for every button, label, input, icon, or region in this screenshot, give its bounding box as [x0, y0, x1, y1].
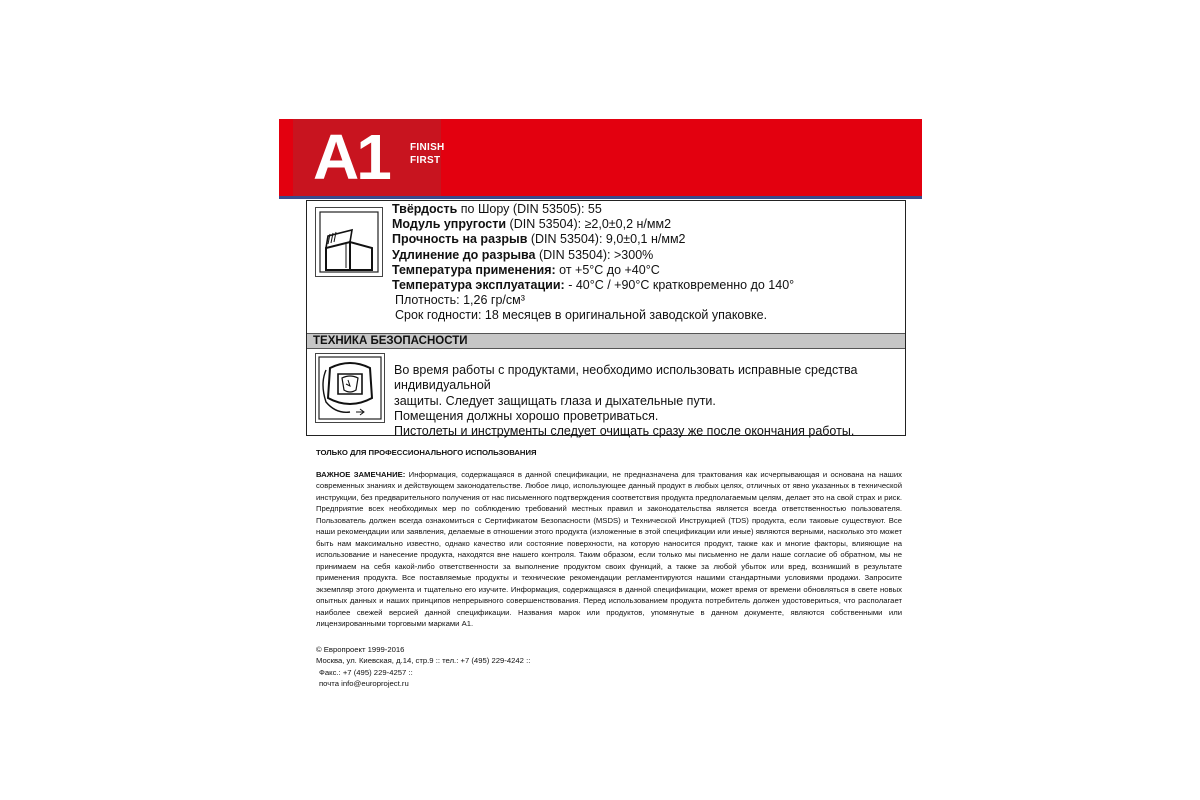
contacts — [316, 644, 902, 690]
property-shelf-life: Срок годности: 18 месяцев в оригинальной заводской упаковке. — [395, 308, 768, 323]
properties-list — [392, 202, 902, 324]
logo-tagline-line2: FIRST — [410, 155, 441, 166]
safety-section-title: ТЕХНИКА БЕЗОПАСНОСТИ — [307, 333, 905, 349]
address: Москва, ул. Киевская, д.14, стр.9 :: тел.: +7 (495) 229-4242 :: — [316, 656, 531, 665]
book-icon — [315, 207, 383, 277]
logo-tagline — [410, 141, 445, 167]
legal-notes — [316, 447, 902, 690]
important-notice-label: ВАЖНОЕ ЗАМЕЧАНИЕ: — [316, 469, 406, 479]
safety-line: защиты. Следует защищать глаза и дыхательные пути. — [394, 393, 716, 408]
professional-use-heading: ТОЛЬКО ДЛЯ ПРОФЕССИОНАЛЬНОГО ИСПОЛЬЗОВАНИЯ — [316, 448, 537, 457]
property-modulus: Модуль упругости (DIN 53504): ≥2,0±0,2 н/мм2 — [392, 217, 672, 232]
property-application-temp: Температура применения: от +5°C до +40°C — [392, 262, 660, 277]
property-hardness: Твёрдость по Шору (DIN 53505): 55 — [392, 202, 602, 216]
logo — [293, 119, 445, 196]
logo-tagline-line1: FINISH — [410, 142, 445, 153]
property-elongation: Удлинение до разрыва (DIN 53504): >300% — [392, 247, 654, 262]
safety-line: Пистолеты и инструменты следует очищать сразу же после окончания работы. — [394, 424, 855, 439]
property-density: Плотность: 1,26 гр/см³ — [395, 293, 525, 308]
safety-line: Во время работы с продуктами, необходимо использовать исправные средства индивидуальной — [394, 363, 858, 393]
safety-text — [394, 363, 902, 439]
face-shield-icon — [315, 353, 385, 423]
header-banner — [279, 119, 922, 199]
important-notice — [316, 469, 902, 630]
property-service-temp: Температура эксплуатации: - 40°C / +90°C кратковременно до 140° — [392, 278, 795, 293]
property-tensile: Прочность на разрыв (DIN 53504): 9,0±0,1 н/мм2 — [392, 232, 686, 247]
spec-frame — [306, 200, 906, 439]
copyright: © Европроект 1999-2016 — [316, 644, 405, 654]
logo-mark: A1 — [313, 121, 389, 193]
email: почта info@europroject.ru — [319, 679, 409, 688]
fax: Факс.: +7 (495) 229-4257 :: — [319, 667, 413, 677]
important-notice-text: Информация, содержащаяся в данной спецификации, не предназначена для трактования как исчерпывающая и основана на наших современных знаниях и действующем законодательстве. Любое лицо, использующее данный продукт в любых целях, отличных от явно указанных в технической инструкции, без предварительного получения от нас письменного подтверждения соответствия продукта предполагаемым целям, делает это на свой страх и риск. Предприятие всех необходимых мер по соблюдению требований местных правил и законодательства является всегда ответственностью пользователя. Пользователь должен всегда ознакомиться с Сертификатом Безопасности (MSDS) и Технической Инструкцией (TDS) продукта, если таковые существуют. Все наши рекомендации или заявления, делаемые в отношении этого продукта (изложенные в этой спецификации или иные) являются верными, насколько это может быть нам максимально известно, однако качество или состояние поверхности, на которую наносится продукт, также как и многие факторы, влияющие на использование и нанесение продукта, находятся вне нашего контроля. Таким образом, если только мы письменно не дали наше согласие об обратном, мы не принимаем на себя какой-либо ответственности за выполнение продуктом своих функций, а также за любой убыток или вред, возникший в результате применения продукта. Все поставляемые продукты и технические рекомендации регламентируются нашими стандартными условиями продажи. Запросите экземпляр этого документа и тщательно его изучите. Информация, содержащаяся в данной спецификации, может время от времени обновляться в свете новых опытных данных и наших принципов непрерывного совершенствования. Перед использованием продукта потребитель должен удостовериться, что располагает наиболее свежей версией данной спецификации. Названия марок или продуктов, упомянутые в данном документе, являются собственными или лицензированными торговыми марками А1. — [316, 469, 902, 628]
safety-line: Помещения должны хорошо проветриваться. — [394, 408, 659, 423]
